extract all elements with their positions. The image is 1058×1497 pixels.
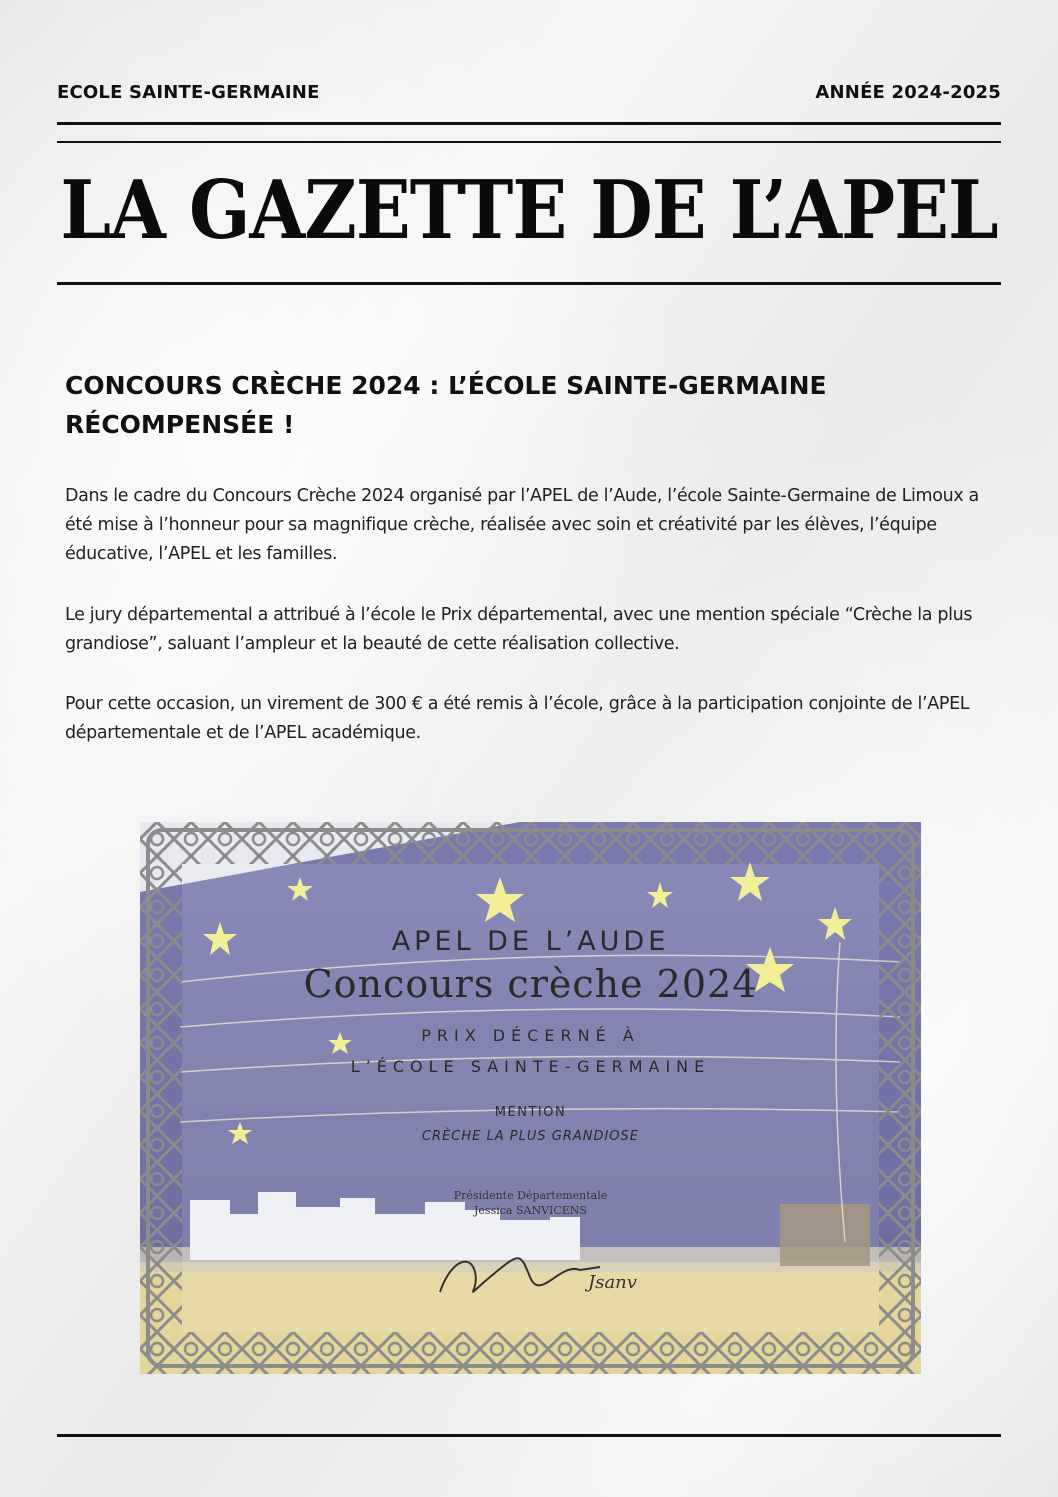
school-name: ECOLE SAINTE-GERMAINE <box>57 82 320 103</box>
paragraph-line: Pour cette occasion, un virement de 300 € a été remis à l’école, grâce à la participation conjointe de l’APEL <box>65 694 970 714</box>
article-paragraph-3 <box>65 690 1015 748</box>
paragraph-line: été mise à l’honneur pour sa magnifique crèche, réalisée avec soin et créativité par les élèves, l’équipe <box>65 515 937 535</box>
masthead-title: LA GAZETTE DE L’APEL <box>60 161 998 258</box>
article-paragraph-2 <box>65 601 1015 659</box>
certificate-mention-value: CRÈCHE LA PLUS GRANDIOSE <box>421 1129 640 1144</box>
certificate-signatory-role: Présidente Départementale <box>453 1189 608 1202</box>
paragraph-line: Le jury départemental a attribué à l’école le Prix départemental, avec une mention spéciale “Crèche la plus <box>65 605 973 625</box>
school-year: ANNÉE 2024-2025 <box>815 82 1001 103</box>
certificate-image <box>140 822 921 1374</box>
top-rule-thin <box>57 141 1001 143</box>
certificate-signatory-name: Jessica SANVICENS <box>474 1204 587 1217</box>
certificate-title: Concours crèche 2024 <box>303 962 758 1006</box>
paragraph-line: éducative, l’APEL et les familles. <box>65 544 338 564</box>
headline-line-1: CONCOURS CRÈCHE 2024 : L’ÉCOLE SAINTE-GERMAINE <box>65 371 827 400</box>
paragraph-line: grandiose”, saluant l’ampleur et la beauté de cette réalisation collective. <box>65 634 680 654</box>
bottom-rule <box>57 1434 1001 1437</box>
paragraph-line: Dans le cadre du Concours Crèche 2024 organisé par l’APEL de l’Aude, l’école Sainte-Germaine de Limoux a <box>65 486 979 506</box>
paragraph-line: départementale et de l’APEL académique. <box>65 723 421 743</box>
certificate-prize-line-2: L’ÉCOLE SAINTE-GERMAINE <box>350 1057 711 1076</box>
certificate-prize-line-1: PRIX DÉCERNÉ À <box>421 1026 640 1045</box>
signature-scrawl: Jsanv <box>588 1272 637 1293</box>
masthead-rule <box>57 282 1001 285</box>
headline-line-2: RÉCOMPENSÉE ! <box>65 410 295 439</box>
certificate-mention-label: MENTION <box>494 1105 567 1120</box>
article-paragraph-1 <box>65 482 1015 569</box>
top-rule-thick <box>57 122 1001 125</box>
article-headline <box>65 366 945 444</box>
certificate-scene <box>140 822 921 1374</box>
certificate-org: APEL DE L’AUDE <box>391 926 670 957</box>
